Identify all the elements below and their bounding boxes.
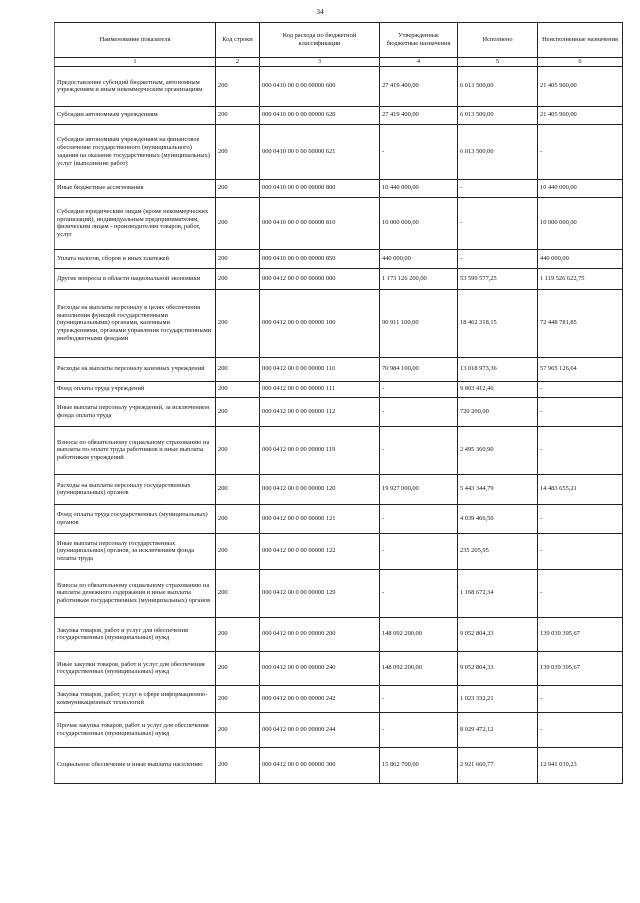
unexecuted-cell: - [538,533,623,569]
approved-cell: - [380,685,458,712]
expense-code-cell: 000 0412 00 0 00 00000 122 [260,533,380,569]
expense-code-cell: 000 0412 00 0 00 00000 100 [260,289,380,357]
expense-code-cell: 000 0412 00 0 00 00000 111 [260,381,380,397]
unexecuted-cell: - [538,569,623,617]
unexecuted-cell: 14 483 655,21 [538,474,623,504]
line-code-cell: 200 [216,533,260,569]
approved-cell: 15 862 700,00 [380,747,458,783]
column-number: 4 [380,58,458,67]
unexecuted-cell: 10 440 000,00 [538,179,623,197]
table-row [55,268,623,289]
unexecuted-cell: - [538,381,623,397]
executed-cell: - [458,179,538,197]
line-code-cell: 200 [216,747,260,783]
column-number: 1 [55,58,216,67]
table-row [55,747,623,783]
executed-cell: 5 443 344,79 [458,474,538,504]
expense-code-cell: 000 0410 00 0 00 00000 620 [260,106,380,124]
indicator-name-cell: Расходы на выплаты персоналу казенных учреждений [55,357,216,381]
table-row [55,426,623,474]
executed-cell: 6 013 500,00 [458,124,538,179]
executed-cell: 9 052 804,33 [458,617,538,651]
expense-code-cell: 000 0412 00 0 00 00000 110 [260,357,380,381]
column-number: 6 [538,58,623,67]
table-row [55,533,623,569]
approved-cell: - [380,397,458,426]
expense-code-cell: 000 0412 00 0 00 00000 129 [260,569,380,617]
approved-cell: 19 927 000,00 [380,474,458,504]
executed-cell: 13 018 973,36 [458,357,538,381]
indicator-name-cell: Иные выплаты персоналу государственных (муниципальных) органов, за исключением фонда оплаты труда [55,533,216,569]
table-row [55,357,623,381]
indicator-name-cell: Субсидии автономным учреждениям [55,106,216,124]
table-row [55,289,623,357]
expense-code-cell: 000 0412 00 0 00 00000 200 [260,617,380,651]
approved-cell: - [380,712,458,747]
table-row [55,124,623,179]
column-number: 5 [458,58,538,67]
line-code-cell: 200 [216,357,260,381]
expense-code-cell: 000 0412 00 0 00 00000 244 [260,712,380,747]
expense-code-cell: 000 0410 00 0 00 00000 600 [260,66,380,106]
expense-code-cell: 000 0412 00 0 00 00000 242 [260,685,380,712]
indicator-name-cell: Иные закупки товаров, работ и услуг для обеспечения государственных (муниципальных) нужд [55,651,216,685]
indicator-name-cell: Расходы на выплаты персоналу государственных (муниципальных) органов [55,474,216,504]
table-row [55,569,623,617]
approved-cell: 90 911 100,00 [380,289,458,357]
header-executed: Исполнено [458,23,538,58]
indicator-name-cell: Социальное обеспечение и иные выплаты населению [55,747,216,783]
indicator-name-cell: Предоставление субсидий бюджетным, автономным учреждениям и иным некоммерческим организациям [55,66,216,106]
expense-code-cell: 000 0412 00 0 00 00000 240 [260,651,380,685]
indicator-name-cell: Закупка товаров, работ и услуг для обеспечения государственных (муниципальных) нужд [55,617,216,651]
indicator-name-cell: Прочая закупка товаров, работ и услуг для обеспечения государственных (муниципальных) нужд [55,712,216,747]
approved-cell: 148 092 200,00 [380,651,458,685]
line-code-cell: 200 [216,397,260,426]
executed-cell: 1 023 332,21 [458,685,538,712]
approved-cell: 440 000,00 [380,249,458,268]
unexecuted-cell: 440 000,00 [538,249,623,268]
header-line-code: Код строки [216,23,260,58]
line-code-cell: 200 [216,106,260,124]
line-code-cell: 200 [216,289,260,357]
table-row [55,474,623,504]
expense-code-cell: 000 0412 00 0 00 00000 300 [260,747,380,783]
expense-code-cell: 000 0412 00 0 00 00000 000 [260,268,380,289]
table-row [55,106,623,124]
table-header-row [55,23,623,58]
executed-cell: 235 205,95 [458,533,538,569]
table-row [55,179,623,197]
indicator-name-cell: Уплата налогов, сборов и иных платежей [55,249,216,268]
indicator-name-cell: Субсидии юридическим лицам (кроме некоммерческих организаций), индивидуальным предпринимателям, физическим лицам - производителям товаров, работ, услуг [55,197,216,249]
executed-cell: 1 168 672,34 [458,569,538,617]
executed-cell: 9 052 804,33 [458,651,538,685]
unexecuted-cell: 1 119 526 622,75 [538,268,623,289]
approved-cell: - [380,426,458,474]
header-indicator-name: Наименование показателя [55,23,216,58]
unexecuted-cell: - [538,426,623,474]
executed-cell: 8 029 472,12 [458,712,538,747]
line-code-cell: 200 [216,179,260,197]
table-row [55,397,623,426]
table-row [55,66,623,106]
approved-cell: 27 419 400,00 [380,106,458,124]
unexecuted-cell: - [538,712,623,747]
expense-code-cell: 000 0412 00 0 00 00000 120 [260,474,380,504]
table-row [55,504,623,533]
header-expense-code: Код расхода по бюджетной классификации [260,23,380,58]
indicator-name-cell: Другие вопросы в области национальной экономики [55,268,216,289]
header-approved: Утвержденные бюджетные назначения [380,23,458,58]
executed-cell: - [458,249,538,268]
line-code-cell: 200 [216,712,260,747]
indicator-name-cell: Субсидии автономным учреждениям на финансовое обеспечение государственного (муниципального) задания на оказание государственных (муниципальных) услуг (выполнение работ) [55,124,216,179]
line-code-cell: 200 [216,474,260,504]
table-row [55,685,623,712]
column-number: 2 [216,58,260,67]
executed-cell: 2 921 660,77 [458,747,538,783]
unexecuted-cell: 10 000 000,00 [538,197,623,249]
unexecuted-cell: 21 405 900,00 [538,66,623,106]
expense-code-cell: 000 0412 00 0 00 00000 112 [260,397,380,426]
approved-cell: - [380,124,458,179]
column-number: 3 [260,58,380,67]
indicator-name-cell: Фонд оплаты труда государственных (муниципальных) органов [55,504,216,533]
indicator-name-cell: Расходы на выплаты персоналу в целях обеспечения выполнения функций государственными (муниципальными) органами, казенными учреждениями, органами управления государственными внебюджетными фондами [55,289,216,357]
line-code-cell: 200 [216,617,260,651]
table-row [55,651,623,685]
expense-code-cell: 000 0410 00 0 00 00000 800 [260,179,380,197]
unexecuted-cell: - [538,124,623,179]
indicator-name-cell: Фонд оплаты труда учреждений [55,381,216,397]
table-row [55,381,623,397]
line-code-cell: 200 [216,569,260,617]
approved-cell: 148 092 200,00 [380,617,458,651]
indicator-name-cell: Взносы по обязательному социальному страхованию на выплаты денежного содержания и иные выплаты работникам государственных (муниципальных) органов [55,569,216,617]
page-number: 34 [316,7,324,16]
approved-cell: 70 984 100,00 [380,357,458,381]
header-unexecuted: Неисполненные назначения [538,23,623,58]
line-code-cell: 200 [216,426,260,474]
executed-cell: 18 462 318,15 [458,289,538,357]
unexecuted-cell: 139 039 395,67 [538,617,623,651]
unexecuted-cell: - [538,397,623,426]
approved-cell: - [380,569,458,617]
executed-cell: 9 803 412,46 [458,381,538,397]
executed-cell: 2 495 360,90 [458,426,538,474]
indicator-name-cell: Закупка товаров, работ, услуг в сфере информационно-коммуникационных технологий [55,685,216,712]
line-code-cell: 200 [216,685,260,712]
approved-cell: 1 173 126 200,00 [380,268,458,289]
executed-cell: 6 013 500,00 [458,106,538,124]
approved-cell: - [380,381,458,397]
indicator-name-cell: Взносы по обязательному социальному страхованию на выплаты по оплате труда работников и иные выплаты работникам учреждений [55,426,216,474]
line-code-cell: 200 [216,66,260,106]
expense-code-cell: 000 0410 00 0 00 00000 621 [260,124,380,179]
executed-cell: 4 039 466,50 [458,504,538,533]
executed-cell: - [458,197,538,249]
unexecuted-cell: 21 405 900,00 [538,106,623,124]
line-code-cell: 200 [216,249,260,268]
line-code-cell: 200 [216,124,260,179]
line-code-cell: 200 [216,381,260,397]
executed-cell: 6 013 500,00 [458,66,538,106]
unexecuted-cell: 72 448 781,85 [538,289,623,357]
line-code-cell: 200 [216,197,260,249]
line-code-cell: 200 [216,651,260,685]
unexecuted-cell: 12 941 039,23 [538,747,623,783]
approved-cell: - [380,533,458,569]
unexecuted-cell: 139 039 395,67 [538,651,623,685]
expense-code-cell: 000 0410 00 0 00 00000 810 [260,197,380,249]
table-row [55,249,623,268]
executed-cell: 53 599 577,25 [458,268,538,289]
executed-cell: 720 200,00 [458,397,538,426]
unexecuted-cell: 57 965 126,64 [538,357,623,381]
budget-execution-table [54,22,623,784]
approved-cell: 10 440 000,00 [380,179,458,197]
approved-cell: - [380,504,458,533]
unexecuted-cell: - [538,504,623,533]
column-number-row [55,58,623,67]
expense-code-cell: 000 0412 00 0 00 00000 119 [260,426,380,474]
line-code-cell: 200 [216,504,260,533]
table-row [55,617,623,651]
table-row [55,197,623,249]
indicator-name-cell: Иные бюджетные ассигнования [55,179,216,197]
expense-code-cell: 000 0410 00 0 00 00000 850 [260,249,380,268]
indicator-name-cell: Иные выплаты персоналу учреждений, за исключением фонда оплаты труда [55,397,216,426]
unexecuted-cell: - [538,685,623,712]
approved-cell: 10 000 000,00 [380,197,458,249]
expense-code-cell: 000 0412 00 0 00 00000 121 [260,504,380,533]
line-code-cell: 200 [216,268,260,289]
approved-cell: 27 419 400,00 [380,66,458,106]
table-row [55,712,623,747]
